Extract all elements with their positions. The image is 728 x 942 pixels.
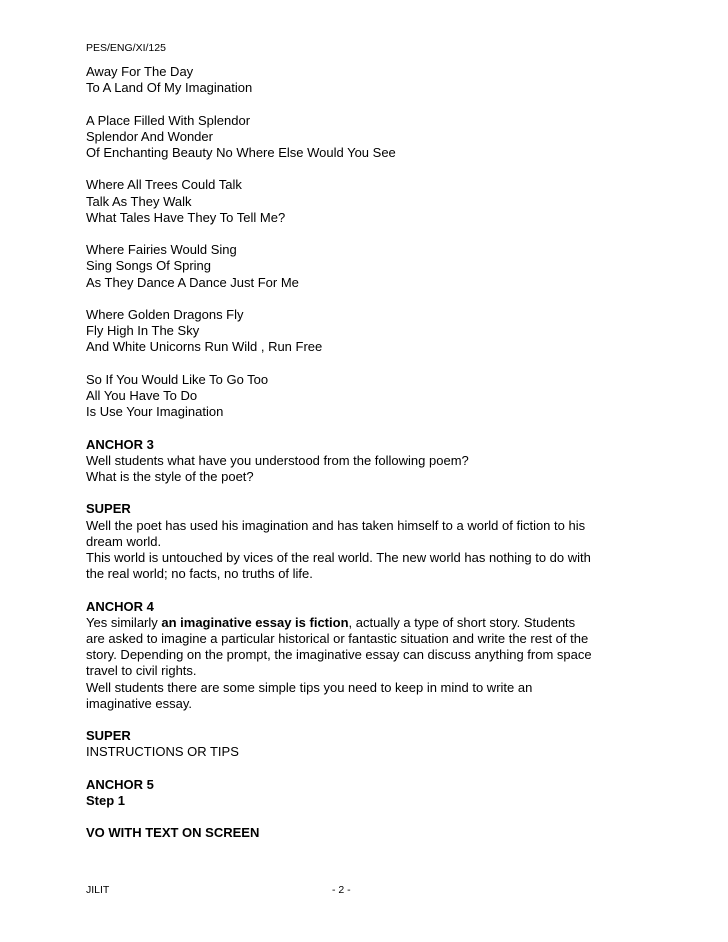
emphasis-text: an imaginative essay is fiction: [161, 614, 349, 630]
poem-stanza-3: [86, 177, 660, 226]
super-1-section: [86, 501, 660, 582]
poem-stanza-5: [86, 307, 660, 356]
poem-line: A Place Filled With Splendor: [86, 112, 251, 128]
paragraph-line: are asked to imagine a particular historical or fantastic situation and write the rest of the: [86, 630, 589, 646]
text-run: Yes similarly: [86, 614, 162, 630]
poem-line: So If You Would Like To Go Too: [86, 371, 269, 387]
poem-line: Splendor And Wonder: [86, 128, 213, 144]
poem-line: Talk As They Walk: [86, 193, 192, 209]
page-number: - 2 -: [332, 884, 351, 896]
document-code: PES/ENG/XI/125: [86, 42, 166, 54]
poem-stanza-4: [86, 242, 660, 291]
paragraph-line: dream world.: [86, 533, 162, 549]
poem-stanza-2: [86, 113, 660, 162]
poem-line: Fly High In The Sky: [86, 323, 200, 339]
poem-stanza-6: [86, 372, 660, 421]
section-heading: ANCHOR 5: [86, 776, 154, 792]
anchor-5-section: [86, 777, 660, 809]
paragraph-line: travel to civil rights.: [86, 663, 197, 679]
section-heading: SUPER: [86, 728, 131, 744]
section-heading: ANCHOR 4: [86, 598, 154, 614]
paragraph-line: Well students there are some simple tips you need to keep in mind to write an: [86, 679, 533, 695]
poem-line: And White Unicorns Run Wild , Run Free: [86, 339, 323, 355]
vo-section: [86, 825, 660, 841]
poem-line: Away For The Day: [86, 64, 194, 79]
super-2-section: [86, 728, 660, 760]
poem-stanza-1: [86, 64, 660, 96]
paragraph-line: story. Depending on the prompt, the imaginative essay can discuss anything from space: [86, 647, 592, 663]
paragraph-line: the real world; no facts, no truths of life.: [86, 566, 313, 582]
poem-line: Sing Songs Of Spring: [86, 258, 212, 274]
step-label: Step 1: [86, 792, 126, 808]
anchor-4-section: [86, 599, 660, 712]
footer-label: JILIT: [86, 884, 110, 896]
section-heading: ANCHOR 3: [86, 436, 154, 452]
section-heading: VO WITH TEXT ON SCREEN: [86, 825, 260, 841]
poem-line: Is Use Your Imagination: [86, 404, 224, 420]
paragraph-line: [86, 615, 660, 631]
paragraph-line: Well the poet has used his imagination and has taken himself to a world of fiction to his: [86, 517, 586, 533]
poem-line: As They Dance A Dance Just For Me: [86, 274, 299, 290]
paragraph-line: imaginative essay.: [86, 695, 192, 711]
document-body: [86, 64, 660, 842]
poem-line: Where Golden Dragons Fly: [86, 306, 244, 322]
poem-line: Where All Trees Could Talk: [86, 177, 242, 193]
paragraph-line: This world is untouched by vices of the real world. The new world has nothing to do with: [86, 549, 591, 565]
poem-line: Where Fairies Would Sing: [86, 242, 237, 258]
paragraph-line: What is the style of the poet?: [86, 468, 254, 484]
poem-line: All You Have To Do: [86, 387, 198, 403]
section-heading: SUPER: [86, 501, 131, 517]
paragraph-line: INSTRUCTIONS OR TIPS: [86, 744, 239, 760]
poem-line: Of Enchanting Beauty No Where Else Would You See: [86, 145, 396, 160]
poem-line: To A Land Of My Imagination: [86, 80, 253, 96]
paragraph-line: Well students what have you understood from the following poem?: [86, 452, 469, 468]
poem-line: What Tales Have They To Tell Me?: [86, 209, 286, 225]
text-run: , actually a type of short story. Students: [348, 614, 576, 630]
anchor-3-section: [86, 437, 660, 486]
